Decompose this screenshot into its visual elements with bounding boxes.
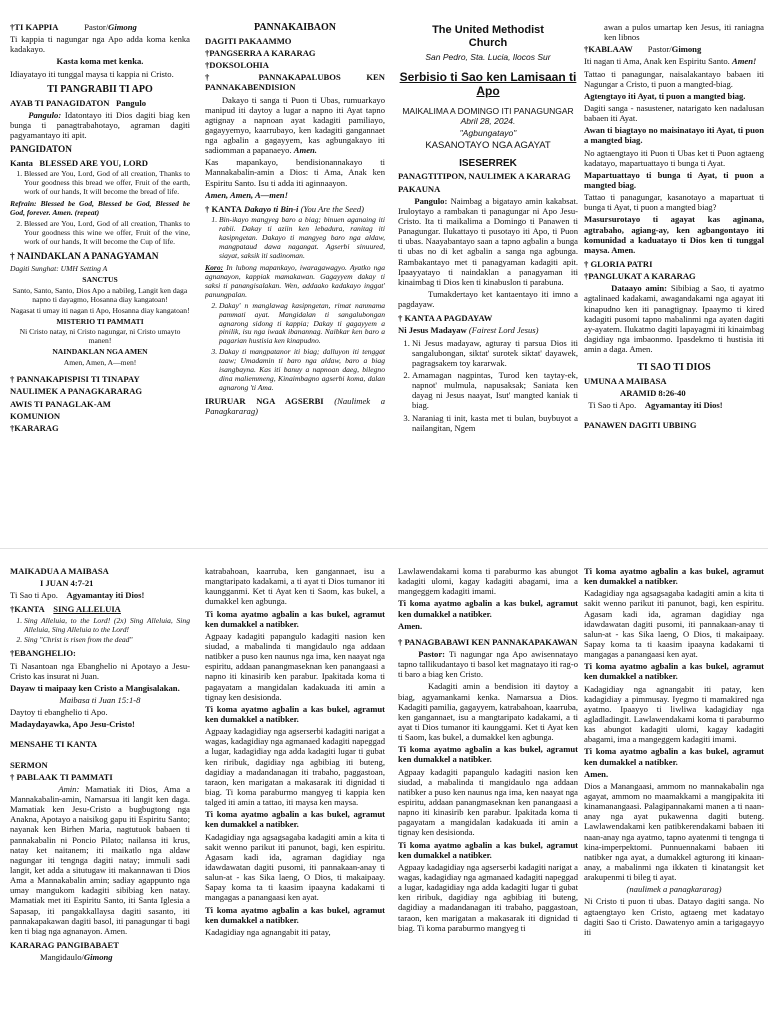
kablaaw-body-3: No agtaengtayo iti Puon ti Ubas ket ti Puon agtaeng kadatayo, mapartuattayo ti bunga ti Ayat. xyxy=(584,147,764,168)
prayer-cont-2: Lawlawendakami koma ti paraburmo kas abungot kadagiti ulomi, kagay kadagiti abagami, ima a mangeggem kadagiti imami. xyxy=(398,566,578,597)
top-col-1 xyxy=(10,22,190,542)
pangidaton-kanta: Kanta BLESSED ARE YOU, LORD xyxy=(10,158,148,169)
bottom-col-1 xyxy=(10,566,190,1024)
pakauna-heading: PAKAUNA xyxy=(398,183,441,194)
prayer-amen-2: Amen. xyxy=(584,768,609,779)
kablaaw-line-1: Iti nagan ti Ama, Anak ken Espiritu Santo. Amen! xyxy=(584,56,757,67)
kablaaw-resp-3: Mapartuattayo ti bunga ti Ayat, ti puon a mangted biag. xyxy=(584,169,764,190)
tisao-line-2: Ti Sao ti Apo. Agyamantay iti Dios! xyxy=(10,590,145,601)
alleluia-verse-1: 1. Sing Alleluia, to the Lord! (2x) Sing Alleluia, Sing Alleluia, Sing Alleluia to the Lord! xyxy=(24,617,190,635)
confession-body: Dios a Manangaasi, ammom no mannakabalin nga agayat, ammom no maamakkami a mangipakita iti kinamanangaasi. Palagipannakami manen a ti naan-anay nga ayat pukawenna dagiti buteng. Lawlawendakami ken patibkerendakami babaen iti naan-anay nga ayatmo, tapno ayatenmi ti tengnga ti kina-imperpektomi. Punnuennakami babaen iti natibker nga ayat, a dumakkel agturong iti kinaan-anay, a mabalinmi nga ikkaten ti kinatangsit ket arakupenmi ti bileg ti ayat. xyxy=(584,780,764,883)
hymn-refrain: Refrain: Blessed be God, Blessed be God, Blessed be God, forever. Amen. (repeat) xyxy=(10,199,190,217)
prayer-refrain-9: Ti koma ayatmo agbalin a kas bukel, agramut ken dumakkel a natibker. xyxy=(584,661,764,682)
hymn-verse-2: 2. Blessed are You, Lord, God of all creation, Thanks to Your goodness this wine we offer, Fruit of the vine, work of our hands, It will become the Cup of life. xyxy=(24,220,190,247)
kadagiti-body: Kadagiti amin a bendision iti daytoy a biag, agyamankami kenka. Namarsua a Dios. Kadagiti pamilia, gagayyem, katrabahoan, kaarruba, ken gangannaet, isu a mangtaripato kadakami, a ti ayat ti Dios tumanor iti kaunggami. Ket ti Ayat ken ti Saom, kas bukel, a dumakkel ken agbunga. xyxy=(398,681,578,743)
tisao-line: Ti Sao ti Apo. Agyamantay iti Dios! xyxy=(588,400,723,411)
bottom-col-2 xyxy=(205,566,385,1024)
kablaaw-resp-1: Agtengtayo iti Ayat, ti puon a mangted biag. xyxy=(584,90,746,101)
vine-body: Ni Cristo ti puon ti ubas. Datayo dagiti sanga. No agtaengtayo ken Cristo, agtaeng met kadatayo dagiti Sao ti Cristo. Dawatenyo amin a tarigagayyo iti xyxy=(584,896,764,937)
prayer-leaders-2: Agpaay kadagiti papangulo kadagiti nasion ken siudad, a mabalinda ti mangidaulo nga addaan natibker a puso ken naunus nga ima, ken naayat nga espiritu, addaan panangmaseknan ken panangaasi a napno iti kinasirib ken parabur. Ipakitada koma ti pagayatam a mangidalan kadakuada iti amin a tignay ken desisionda. xyxy=(398,766,578,838)
kablaaw-resp-4: Masursurotayo ti agayat kas aginana, agtrabaho, agiang-ay, ken agbangontayo iti komunidad a kaduatayo ti Dios ken ti tunggal maysa. Amen. xyxy=(584,214,764,255)
karararag-pangibabaet-heading: KARARAG PANGIBABAET xyxy=(10,939,119,950)
irurur-heading: IRURUAR NGA AGSERBI (Naulimek a Panagkararag) xyxy=(205,396,385,417)
maikadua-heading: MAIKADUA A MAIBASA xyxy=(10,566,109,576)
jesus-verse-2: 2. Amamagan nagpintas, Turod ken taytay-ek, napnot' mulmula, napusaksak; Saniata ken dayag ni Jesus naayat, Isut' mangted kaniak ti biag. xyxy=(412,370,578,411)
prayer-refrain-10: Ti koma ayatmo agbalin a kas bukel, agramut ken dumakkel a natibker. xyxy=(584,746,764,767)
pannakapalubos-heading: † PANNAKAPALUBOS KEN PANNAKABENDISION xyxy=(205,72,385,93)
awis-heading: AWIS TI PANAGLAK-AM xyxy=(10,398,111,409)
amen-line: Amen, Amen, A—men! xyxy=(205,189,288,200)
prayer-leaders: Agpaay kadagiti papangulo kadagiti nasion ken siudad, a mabalinda ti mangidaulo nga addaan natibker a puso ken naunus nga ima, ken naayat nga espiritu, addaan panangmaseknan ken panangaasi a napno iti kinasirib ken parabur. Ipakitada koma ti pagayatam a mangidalan kadakuada iti amin a tignay ken desisionda. xyxy=(205,630,385,702)
ijuan-ref: I JUAN 4:7-21 xyxy=(40,578,94,589)
ebanghelio-heading: †EBANGHELIO: xyxy=(10,648,76,659)
kanta-alleluia: †KANTA SING ALLELUIA xyxy=(10,604,121,615)
kablaaw-body-1: Tattao ti panagungar, naisalakantayo babaen iti Nagungar a Cristo, ti puon a mangted-biag. xyxy=(584,68,764,89)
kanta-pagdayaw-heading: † KANTA A PAGDAYAW xyxy=(398,313,493,324)
prayer-refrain-2: Ti koma ayatmo agbalin a kas bukel, agramut ken dumakkel a natibker. xyxy=(205,703,385,724)
subtheme: KASANOTAYO NGA AGAYAT xyxy=(425,140,551,152)
hymn-verses-2 xyxy=(10,220,190,247)
kablaaw-heading: †KABLAAW Pastor/Gimong xyxy=(584,44,702,55)
prayer-refrain-7: Ti koma ayatmo agbalin a kas bukel, agramut ken dumakkel a natibker. xyxy=(398,839,578,860)
panawen-heading: PANAWEN DAGITI UBBING xyxy=(584,420,697,431)
kappia-body: Ti kappia ti nagungar nga Apo adda koma kenka kadakayo. xyxy=(10,34,190,55)
prayer-amen: Amen. xyxy=(398,620,423,631)
panagtitipon-heading: PANAGTITIPON, NAULIMEK A KARARAG xyxy=(398,171,571,182)
top-col-2 xyxy=(205,22,385,542)
prayer-refrain-1: Ti koma ayatmo agbalin a kas bukel, agramut ken dumakkel a natibker. xyxy=(205,608,385,629)
kablaaw-body-2: Dagiti sanga - nasustener, natarigato ken nadalusan babaen iti Ayat. xyxy=(584,102,764,124)
prayer-cont: katrabahoan, kaarruba, ken gangannaet, isu a mangtaripato kadakami, a ti ayat ti Dios tumanor iti kaungganmi. Ket ti Ayat ken ti Saom, kas bukel, a dumakkel ken agbunga. xyxy=(205,566,385,607)
naulimek-heading: NAULIMEK A PANAGKARARAG xyxy=(10,386,143,397)
kappia-end: Idiayatayo iti tunggal maysa ti kappia ni Cristo. xyxy=(10,68,174,79)
ayab-heading: AYAB TI PANAGIDATON Pangulo xyxy=(10,97,147,108)
jesus-verse-cont: awan a pulos umartap ken Jesus, iti raniagna ken libnos xyxy=(604,22,764,43)
alleluia-verse-2: 2. Sing "Christ is risen from the dead" xyxy=(24,636,190,645)
jesus-verse-3: 3. Naraniag ti init, kasta met ti bulan, buybuyot a nailangitan, Ngem xyxy=(412,413,578,433)
seed-koro: Koro: In lubong mapankayo, iwaragawagyo. Ayatko nga agnanayon, kappiak mamakawan. Gagayyem dakay ti saksi ti panangisalakan. Wen, addaako kadakayo inggat' panungpalan. xyxy=(205,262,385,299)
panagbabawi-heading: † PANAGBABAWI KEN PANNAKAPAKAWAN xyxy=(398,636,578,647)
pangrabii-heading: TI PANGRABII TI APO xyxy=(47,83,153,95)
prayer-dying: Kadagidiay nga agnangabit iti patay, xyxy=(205,926,331,937)
sanctus-body-2: Nagasat ti umay iti nagan ti Apo, Hosanna diay kangatoan! xyxy=(10,305,190,315)
misterio-heading: MISTERIO TI PAMMATI xyxy=(56,316,144,326)
top-col-4 xyxy=(584,22,764,542)
pannakapis-heading: † PANNAKAPISPISI TI TINAPAY xyxy=(10,374,140,385)
kappia-heading: †TI KAPPIA Pastor/Gimong xyxy=(10,22,137,32)
misterio-body: Ni Cristo natay, ni Cristo nagungar, ni Cristo umayto manen! xyxy=(19,327,181,346)
hymn-verses xyxy=(10,170,190,197)
prayer-refrain-4: Ti koma ayatmo agbalin a kas bukel, agramut ken dumakkel a natibker. xyxy=(205,904,385,925)
kas-body: Kas mapankayo, bendisionannakayo ti Mannakabalin-amin a Dios: ti Ama, Anak ken Espiritu Santo. Isu ti adda iti aginnaayon. xyxy=(205,157,385,188)
tisao-heading: TI SAO TI DIOS xyxy=(637,362,711,374)
page-divider xyxy=(0,548,768,549)
dayaw-line: Dayaw ti maipaay ken Cristo a Mangisalakan. xyxy=(10,682,180,693)
creed-body: Amin: Mamatiak iti Dios, Ama a Mannakabalin-amin, Namarsua iti langit ken daga. Mamatiak ken Jesu-Cristo a bugbugtong nga Anakna, Apotayo a naisikog gapu iti Espiritu Santo; nayanak ken Birhen Maria, nagtutuok babaen ti pannakabalin ni Poncio Pilato; nailansa iti krus, natay ket naitanem; iti maikatlo nga aldaw nagungar iti tengnga dagiti natay; immuli sadi langit, ket adda a situtugaw iti makannawan ti Dios Ama a Mannakabalin amin; sadiay agappunto nga umay mangukom kadagiti sibibiag ken natay. Mamatiak met iti Espiritu Santo, iti Santa Iglesia a Sapasap, iti pangakkallaysa dagiti sasanto, iti pannakapakawan dagiti basol, iti panagungar ti bagi ken ti biag nga agnanayon. Amen. xyxy=(10,783,190,936)
prayer-refrain-8: Ti koma ayatmo agbalin a kas bukel, agramut ken dumakkel a natibker. xyxy=(584,566,764,587)
jesus-hymn-verses xyxy=(398,338,578,433)
church-location: San Pedro, Sta. Lucia, Ilocos Sur xyxy=(425,51,551,62)
panglukat-heading: †PANGLUKAT A KARARAG xyxy=(584,271,696,282)
kablaaw-body-4: Tattao ti panagungar, kasanotayo a mapartuat ti bunga ti Ayat, ti puon a mangted biag? xyxy=(584,192,764,213)
bottom-col-4 xyxy=(584,566,764,1024)
prayer-hardship: Agpaay kadagidiay nga agserserbi kadagiti narigat a wagas, kadagidiay nga agmanaed kadagiti napeggad a lugar, kadagidiay nga adda kadagiti lugar ti gubat ken riribuk, dagidiay nga agbibiag iti buteng, dagidiay a madandanagan iti trabaho, paggastoan, taraon, ken marigatan a makasarak iti dignidad ti biag. Ti koma paraburmo mangyeg ti kappia ken talged iti amin a tattao, iti maysa ken maysa. xyxy=(205,726,385,808)
iseserrek-heading: ISESERREK xyxy=(459,157,517,169)
amen-heading: NAINDAKLAN NGA AMEN xyxy=(52,347,148,357)
sanctus-body: Santo, Santo, Santo, Dios Apo a nabileg, Langit ken daga napno ti dayagmo, Hosanna diay kangatoan! xyxy=(12,285,188,304)
prayer-dying-2: Kadagidiay nga agnangabit iti patay, ken kadagidiay a pimmusay. Iyegmo ti mamakired nga ayatmo. Ipaayyo ti liwliwa kadagidiay nga agladladingit. Lawlawendakami koma ti paraburmo kas abungot kadagiti ulomi, kagay kadagiti abagami, ima a mangeggem kadagiti imami. xyxy=(584,683,764,745)
mensahe-heading: MENSAHE TI KANTA xyxy=(10,739,98,750)
naulimek-note: (naulimek a panagkararag) xyxy=(626,884,722,895)
seed-verse-2: 2. Dakay' n manglawag kasipngetan, rimat nanmama pammati ayat. Mangidalan ti sangalubongan agnarong sidong ti kappia; Dakay ti gagayyem a pinilik, isu nga iwaak ibanannag. Naibkar ken baro a pagarian hustisia ken kinapudno. xyxy=(219,302,385,347)
pablaak-heading: † PABLAAK TI PAMMATI xyxy=(10,771,113,782)
aramid-ref: ARAMID 8:26-40 xyxy=(620,388,686,399)
madayaw-line: Madaydayawka, Apo Jesu-Cristo! xyxy=(10,719,135,730)
seed-verses-2 xyxy=(205,302,385,394)
dakayo-body: Dakayo ti sanga ti Puon ti Ubas, rumuarkayo manipud iti daytoy a lugar a napno iti Ayat tapno agtignay a napnoan ayat kadagiti pamiliayo, gagayyemyo, kaarrubayo, ken kadagiti gangannaet nga agbalin a gagayyem, kas agbungakayo iti sadiomman a papanaeyo. Amen. xyxy=(205,94,385,156)
ayab-body: Pangulo: Idatontayo iti Dios dagiti biag ken bunga ti panagtrabahotayo, agraman dagiti pagyamantayo iti apit. xyxy=(10,109,190,140)
prayer-sick-2: Kadagidiay nga agsagsagaba kadagiti amin a kita ti sakit wenno parikut iti panunot, bagi, ken espiritu. Agasam kadi ida, agraman dagidiay nga idawdawatan dagiti pusomi, iti pannakaan-anay ti salun-at - kas Sika laeng, O Dios, ti makaipaay. Sapay koma ta ti kaasim ipaayna kadakami ti mangagas a panangaasi ken ayat. xyxy=(584,588,764,660)
theme: "Agbungatayo" xyxy=(459,128,517,139)
sermon-heading: SERMON xyxy=(10,759,48,770)
kappia-response: Kasta koma met kenka. xyxy=(56,56,144,67)
seed-verse-1: 1. Bin-ikayo mangyeg baro a biag; binuen aganaing iti rabii. Dakay ti aziin ken lebadura, ranitag iti kasipngetan. Dakayo ti mangyeg baro nga aldaw, mangpataud dawa nagangat. Agserbi sinuured, siayat, saksik iti sadinoman. xyxy=(219,216,385,261)
tumakder-line: Tumakdertayo ket kantaentayo iti imno a pagdayaw. xyxy=(398,288,578,310)
pakaammo-heading: DAGITI PAKAAMMO xyxy=(205,35,292,46)
pangulo-body: Pangulo: Naimbag a bigatayo amin kakabsat. Iruloytayo a rambakan ti panagungar ni Apo Jesu-Cristo. Ita ti maikalima a Domingo ti Panawen ti Panagungar. Ilukattayo ti pusotayo iti Apo, ti Puon ti ubas. Naayabantayo saan a tapno agbalin a bunga ti ubas no di ket agbalin a sanga nga agbunga. Rambakantayo met ti panagyaman kadagiti apit. Ipaayyatayo ti naindaklan a panagyaman iti kinaimbag ti Dios ken ti kinabuslon ti parabuna. xyxy=(398,195,578,287)
bottom-col-3 xyxy=(398,566,578,1024)
prayer-refrain-6: Ti koma ayatmo agbalin a kas bukel, agramut ken dumakkel a natibker. xyxy=(398,744,578,765)
amen-body: Amen, Amen, A—men! xyxy=(63,358,137,368)
seed-verse-3: 3. Dakay ti mangpatanor iti biag; dalluyon iti tenggat taaw; Umadamin ti baro nga aldaw, baro a biag isangbayna. Kas iti banuy a napnoan daeg, bilegno dina maliemmeng, Kinaimbagno agserbi koma, dalan agnarong 'ti Ama. xyxy=(219,348,385,393)
pastor-body: Pastor: Ti nagungar nga Apo awisennatayo tapno tallikudantayo ti basol ket magnatayo iti rag-o ti baro a biag ken Cristo. xyxy=(398,648,578,680)
jesus-hymn-title: Ni Jesus Madayaw (Fairest Lord Jesus) xyxy=(398,325,539,336)
panglukat-body: Dataayo amin: Sibibiag a Sao, ti ayatmo agtalinaed kadakami, awagandakami nga agayat iti kinapudno ken iti panagtignay. Ipaaymo ti kired kadagiti pusomi tapno mabalinmi nga ayaten dagiti ay-ayatem. Ilukatmo dagiti lapayagmi iti kinaimbag dagidiay nga imbaonmo. Ipasdekmo ti hustisia iti amin a daga. Amen. xyxy=(584,283,764,355)
prayer-hardship-2: Agpaay kadagidiay nga agserserbi kadagiti narigat a wagas, kadagidiay nga agmanaed kadagiti napeggad a lugar, kadagidiay nga adda kadagiti lugar ti gubat ken riribuk, dagidiay nga agbibiag iti buteng, dagidiay a madandanagan iti trabaho, paggastoan, taraon, ken marigatan a makasarak iti dignidad ti biag. Ti koma paraburmo mangyeg ti xyxy=(398,861,578,933)
doksolohia-heading: †DOKSOLOHIA xyxy=(205,60,269,71)
pangidaton-heading: PANGIDATON xyxy=(10,145,72,156)
maibasa-ref: Maibasa ti Juan 15:1-8 xyxy=(59,694,141,705)
jesus-verse-1: 1. Ni Jesus madayaw, agturay ti parsua Dios iti sangalubongan, siktat' surotek siktat' dayawek, pagragsakem toy kararwak. xyxy=(412,338,578,368)
top-col-3 xyxy=(398,22,578,542)
komunion-heading: KOMUNION xyxy=(10,410,61,421)
alleluia-verses xyxy=(10,617,190,646)
pannakaibaon-heading: PANNAKAIBAON xyxy=(253,22,337,33)
daytoy-line: Daytoy ti ebanghelio ti Apo. xyxy=(10,707,108,718)
mangidaulo-line: Mangidaulo/Gimong xyxy=(40,952,113,963)
ebanghelio-body: Ti Nasantoan nga Ebanghelio ni Apotayo a Jesu-Cristo kas insurat ni Juan. xyxy=(10,660,190,681)
church-name: The United Methodist Church xyxy=(432,24,544,49)
sanctus-heading: SANCTUS xyxy=(82,274,118,284)
gloria-heading: † GLORIA PATRI xyxy=(584,258,653,269)
karararag-heading: †KARARAG xyxy=(10,422,59,433)
sunghat-note: Dagiti Sunghat: UMH Setting A xyxy=(10,263,108,273)
prayer-sick: Kadagidiay nga agsagsagaba kadagiti amin a kita ti sakit wenno parikut iti panunot, bagi, ken espiritu. Agasam kadi ida, agraman dagidiay nga idawdawatan dagiti pusomi, iti pannakaan-anay ti salun-at - kas Sika laeng, O Dios, ti makaipaay. Sapay koma ta ti kaasim ipaayna kadakami ti mangagas a panangaasi ken ayat. xyxy=(205,831,385,903)
seed-verses xyxy=(205,216,385,261)
kablaaw-resp-2: Awan ti biagtayo no maisinatayo iti Ayat, ti puon a mangted biag. xyxy=(584,125,764,146)
service-title: Serbisio ti Sao ken Lamisaan ti Apo xyxy=(399,69,577,99)
prayer-refrain-5: Ti koma ayatmo agbalin a kas bukel, agramut ken dumakkel a natibker. xyxy=(398,598,578,619)
prayer-refrain-3: Ti koma ayatmo agbalin a kas bukel, agramut ken dumakkel a natibker. xyxy=(205,809,385,830)
sunday-line: MAIKALIMA A DOMINGO ITI PANAGUNGAR Abril 28, 2024. xyxy=(402,106,574,127)
naindaklan-heading: † NAINDAKLAN A PANAGYAMAN xyxy=(10,251,159,262)
pangserra-heading: †PANGSERRA A KARARAG xyxy=(205,47,316,58)
kanta-heading: † KANTA Dakayo ti Bin-i (You Are the Seed) xyxy=(205,203,365,214)
umuna-heading: UMUNA A MAIBASA xyxy=(584,376,667,387)
hymn-verse-1: 1. Blessed are You, Lord, God of all creation, Thanks to Your goodness this bread we offer, Fruit of the earth, work of our hands, It will become the bread of life. xyxy=(24,170,190,197)
